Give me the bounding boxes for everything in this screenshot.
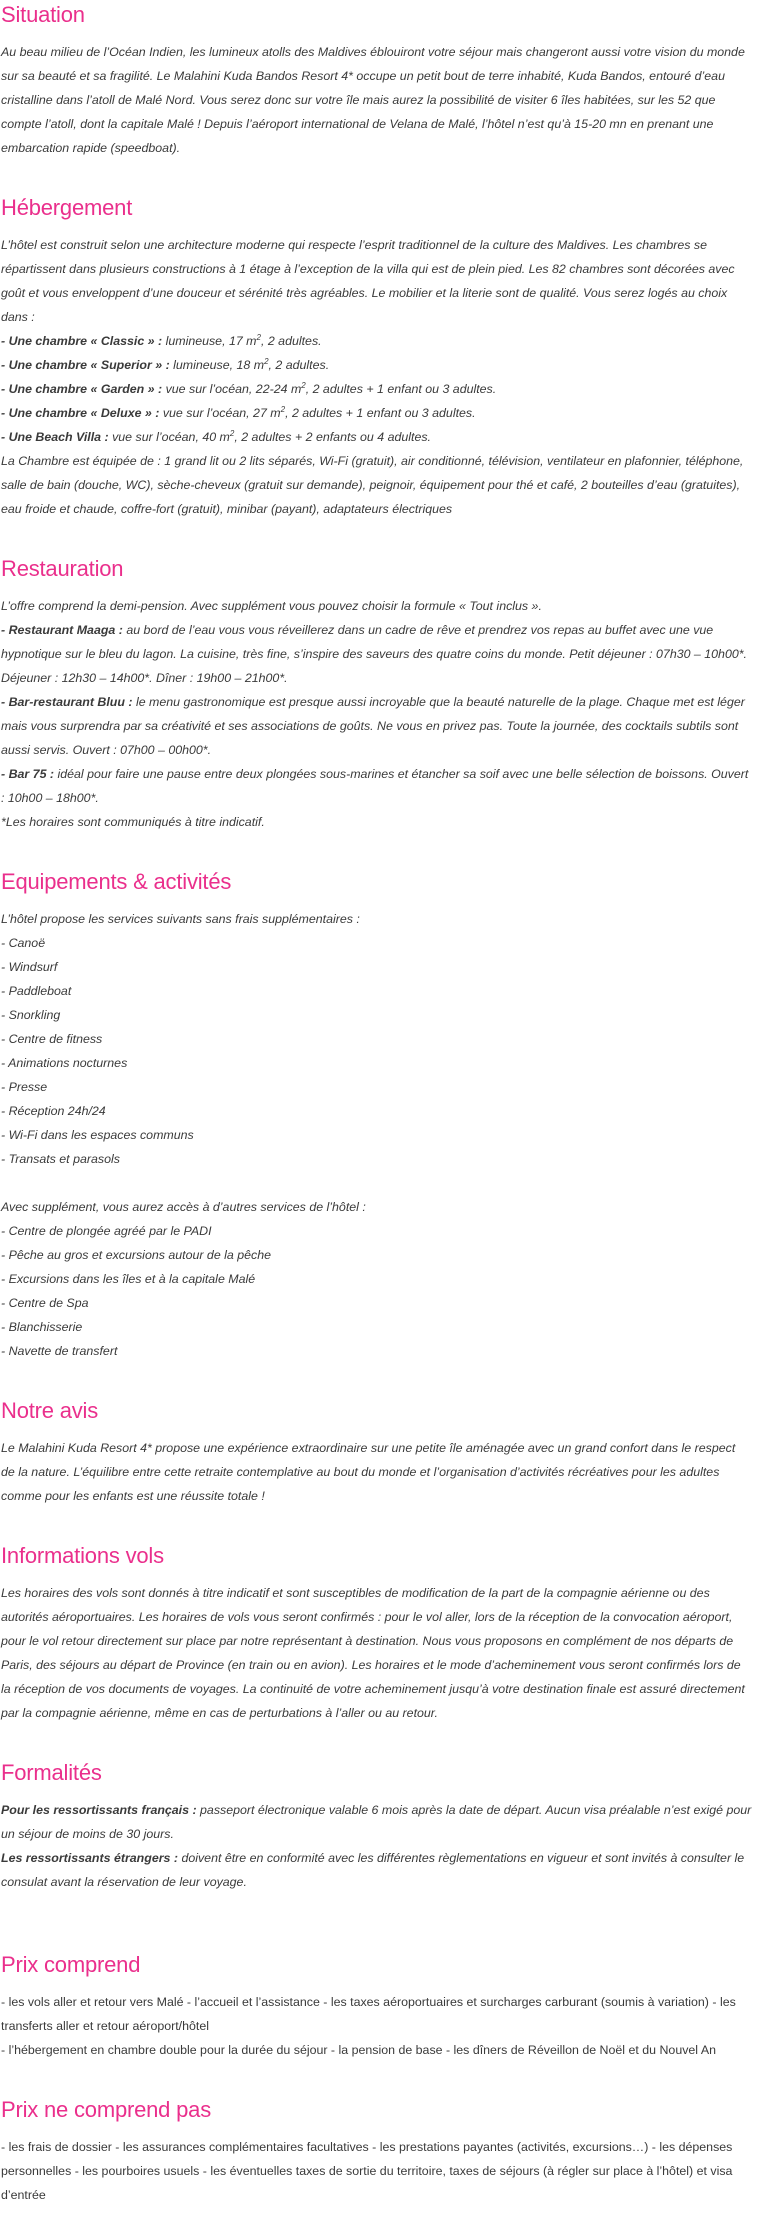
list-item: - Excursions dans les îles et à la capitale Malé <box>1 1272 256 1286</box>
restauration-note: *Les horaires sont communiqués à titre indicatif. <box>1 815 265 829</box>
list-item: - Snorkling <box>1 1008 61 1022</box>
room-desc: lumineuse, 17 m <box>162 334 257 348</box>
room-desc: vue sur l’océan, 27 m <box>159 406 281 420</box>
room-item <box>1 401 752 425</box>
room-desc: vue sur l’océan, 22-24 m <box>162 382 302 396</box>
free-services-list <box>1 931 752 1171</box>
hebergement-title: Hébergement <box>1 195 133 220</box>
vols-text: Les horaires des vols sont donnés à titre indicatif et sont susceptibles de modification de la part de la compagnie aérienne ou des autorités aéroportuaires. Les horaires de vols vous seront confirmés : pour le vol aller, lors de la réception de la convocation aéroport, pour le vol retour directement sur place par notre représentant à destination. Nous vous proposons en complément de nos départs de Paris, des séjours au départ de Province (en train ou en avion). Les horaires et le mode d’acheminement vous seront confirmés lors de la réception de vos documents de voyages. La continuité de votre acheminement jusqu’à votre destination finale est assuré directement par la compagnie aérienne, même en cas de perturbations à l’aller ou au retour. <box>1 1586 745 1720</box>
restaurant-name: - Bar-restaurant Bluu : <box>1 695 133 709</box>
prix-comprend-line1: - les vols aller et retour vers Malé - l’accueil et l’assistance - les taxes aéroportuaires et surcharges carburant (soumis à variation) - les transferts aller et retour aéroport/hôtel <box>1 1995 736 2033</box>
room-rest: , 2 adultes + 2 enfants ou 4 adultes. <box>234 430 431 444</box>
room-item <box>1 425 752 449</box>
room-item <box>1 329 752 353</box>
room-name: - Une Beach Villa : <box>1 430 109 444</box>
section-prix-comprend <box>0 1950 758 2062</box>
paid-services-list <box>1 1219 752 1363</box>
restaurant-item <box>1 690 752 762</box>
section-situation <box>0 0 758 160</box>
room-desc: lumineuse, 18 m <box>169 358 265 372</box>
room-name: - Une chambre « Deluxe » : <box>1 406 160 420</box>
prix-ne-comprend-title: Prix ne comprend pas <box>1 2097 211 2122</box>
room-rest: , 2 adultes + 1 enfant ou 3 adultes. <box>305 382 497 396</box>
prix-comprend-title: Prix comprend <box>1 1952 141 1977</box>
prix-ne-comprend-text: - les frais de dossier - les assurances complémentaires facultatives - les prestations payantes (activités, excursions…) - les dépenses personnelles - les pourboires usuels - les éventuelles taxes de sortie du territoire, taxes de séjours (à régler sur place à l’hôtel) et visa d’entrée <box>1 2140 733 2202</box>
situation-title: Situation <box>1 2 85 27</box>
list-item: - Animations nocturnes <box>1 1056 128 1070</box>
list-item: - Windsurf <box>1 960 58 974</box>
section-restauration <box>0 554 758 834</box>
list-item: - Centre de Spa <box>1 1296 89 1310</box>
equipements-paid-intro: Avec supplément, vous aurez accès à d’autres services de l’hôtel : <box>1 1200 366 1214</box>
formalites-fr-text: passeport électronique valable 6 mois après la date de départ. Aucun visa préalable n’est exigé pour un séjour de moins de 30 jours. <box>1 1803 752 1841</box>
restaurant-item <box>1 618 752 690</box>
section-avis <box>0 1396 758 1508</box>
restauration-title: Restauration <box>1 556 124 581</box>
list-item: - Centre de plongée agréé par le PADI <box>1 1224 212 1238</box>
formalites-fr-label: Pour les ressortissants français : <box>1 1803 197 1817</box>
restaurant-name: - Bar 75 : <box>1 767 55 781</box>
list-item: - Centre de fitness <box>1 1032 103 1046</box>
formalites-title: Formalités <box>1 1760 102 1785</box>
section-prix-ne-comprend <box>0 2095 758 2207</box>
room-sup: 2 <box>280 404 286 414</box>
restaurant-desc: idéal pour faire une pause entre deux plongées sous-marines et étancher sa soif avec une belle sélection de boissons. Ouvert : 10h00 – 18h00*. <box>1 767 749 805</box>
list-item: - Réception 24h/24 <box>1 1104 106 1118</box>
restaurant-name: - Restaurant Maaga : <box>1 623 123 637</box>
restauration-intro: L’offre comprend la demi-pension. Avec supplément vous pouvez choisir la formule « Tout inclus ». <box>1 599 542 613</box>
list-item: - Transats et parasols <box>1 1152 120 1166</box>
room-name: - Une chambre « Garden » : <box>1 382 163 396</box>
room-name: - Une chambre « Superior » : <box>1 358 170 372</box>
list-item: - Blanchisserie <box>1 1320 83 1334</box>
vols-title: Informations vols <box>1 1543 164 1568</box>
restaurant-list <box>1 618 752 810</box>
equipements-title: Equipements & activités <box>1 869 232 894</box>
avis-title: Notre avis <box>1 1398 99 1423</box>
spacer <box>1 1171 752 1195</box>
room-rest: , 2 adultes. <box>260 334 322 348</box>
prix-comprend-line2: - l’hébergement en chambre double pour la durée du séjour - la pension de base - les dîners de Réveillon de Noël et du Nouvel An <box>1 2043 716 2057</box>
list-item: - Paddleboat <box>1 984 72 998</box>
formalites-et <box>1 1846 752 1894</box>
room-rest: , 2 adultes. <box>268 358 330 372</box>
restaurant-desc: au bord de l’eau vous vous réveillerez dans un cadre de rêve et prendrez vos repas au buffet avec une vue hypnotique sur le bleu du lagon. La cuisine, très fine, s’inspire des saveurs des quatre coins du monde. Petit déjeuner : 07h30 – 10h00*. Déjeuner : 12h30 – 14h00*. Dîner : 19h00 – 21h00*. <box>1 623 747 685</box>
section-equipements <box>0 867 758 1363</box>
room-list <box>1 329 752 449</box>
avis-text: Le Malahini Kuda Resort 4* propose une expérience extraordinaire sur une petite île aménagée avec un grand confort dans le respect de la nature. L’équilibre entre cette retraite contemplative au bout du monde et l’organisation d’activités récréatives pour les adultes comme pour les enfants est une réussite totale ! <box>1 1441 736 1503</box>
room-item <box>1 377 752 401</box>
room-desc: vue sur l’océan, 40 m <box>108 430 230 444</box>
list-item: - Wi-Fi dans les espaces communs <box>1 1128 194 1142</box>
section-hebergement <box>0 193 758 521</box>
room-sup: 2 <box>256 332 261 342</box>
formalites-fr <box>1 1798 752 1846</box>
list-item: - Navette de transfert <box>1 1344 118 1358</box>
room-sup: 2 <box>264 356 269 366</box>
formalites-et-text: doivent être en conformité avec les différentes règlementations en vigueur et sont invités à consulter le consulat avant la réservation de leur voyage. <box>1 1851 745 1889</box>
hebergement-intro: L’hôtel est construit selon une architecture moderne qui respecte l’esprit traditionnel de la culture des Maldives. Les chambres se répartissent dans plusieurs constructions à 1 étage à l’exception de la villa qui est de plein pied. Les 82 chambres sont décorées avec goût et vous enveloppent d’une douceur et sérénité très agréables. Le mobilier et la literie sont de qualité. Vous serez logés au choix dans : <box>1 238 735 324</box>
restaurant-item <box>1 762 752 810</box>
room-rest: , 2 adultes + 1 enfant ou 3 adultes. <box>285 406 476 420</box>
section-vols <box>0 1541 758 1725</box>
room-name: - Une chambre « Classic » : <box>1 334 163 348</box>
restaurant-desc: le menu gastronomique est presque aussi incroyable que la beauté naturelle de la plage. Chaque met est léger mais vous surprendra par sa créativité et ses associations de goûts. Ne vous en privez pas. Toute la journée, des cocktails subtils sont aussi servis. Ouvert : 07h00 – 00h00*. <box>1 695 745 757</box>
situation-text: Au beau milieu de l’Océan Indien, les lumineux atolls des Maldives éblouiront votre séjour mais changeront aussi votre vision du monde sur sa beauté et sa fragilité. Le Malahini Kuda Bandos Resort 4* occupe un petit bout de terre inhabité, Kuda Bandos, entouré d’eau cristalline dans l’atoll de Malé Nord. Vous serez donc sur votre île mais aurez la possibilité de visiter 6 îles habitées, sur les 52 que compte l’atoll, dont la capitale Malé ! Depuis l’aéroport international de Velana de Malé, l’hôtel n’est qu’à 15-20 mn en prenant une embarcation rapide (speedboat). <box>1 45 745 155</box>
equipements-free-intro: L’hôtel propose les services suivants sans frais supplémentaires : <box>1 912 360 926</box>
formalites-et-label: Les ressortissants étrangers : <box>1 1851 178 1865</box>
section-formalites <box>0 1758 758 1894</box>
list-item: - Presse <box>1 1080 48 1094</box>
room-item <box>1 353 752 377</box>
list-item: - Canoë <box>1 936 46 950</box>
list-item: - Pêche au gros et excursions autour de la pêche <box>1 1248 272 1262</box>
room-equipment: La Chambre est équipée de : 1 grand lit ou 2 lits séparés, Wi-Fi (gratuit), air conditionné, télévision, ventilateur en plafonnier, téléphone, salle de bain (douche, WC), sèche-cheveux (gratuit sur demande), peignoir, équipement pour thé et café, 2 bouteilles d’eau (gratuites), eau froide et chaude, coffre-fort (gratuit), minibar (payant), adaptateurs électriques <box>1 454 744 516</box>
room-sup: 2 <box>229 428 235 438</box>
room-sup: 2 <box>301 380 306 390</box>
